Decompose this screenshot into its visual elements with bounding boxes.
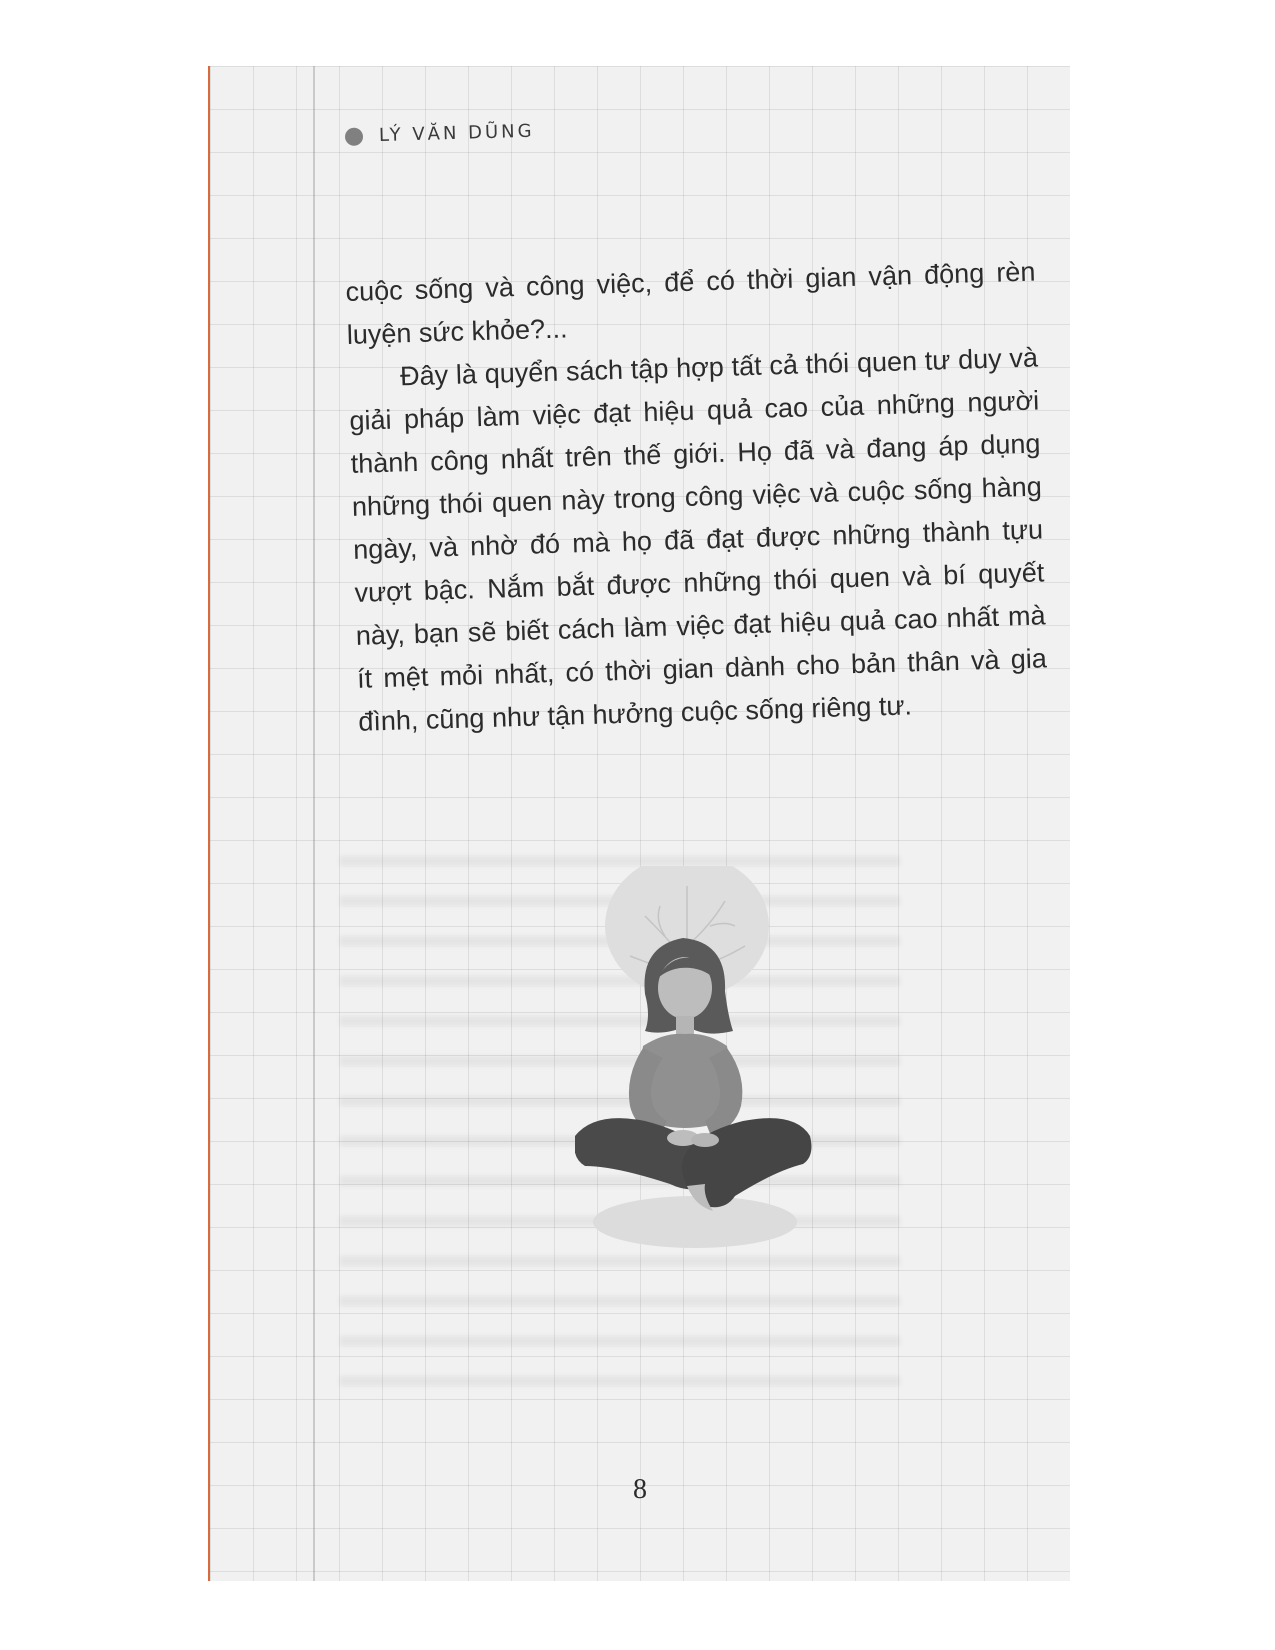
running-header bbox=[345, 121, 535, 147]
author-name: LÝ VĂN DŨNG bbox=[378, 120, 535, 147]
margin-line bbox=[313, 66, 315, 1581]
bullet-dot-icon bbox=[345, 127, 363, 145]
body-text bbox=[345, 251, 1049, 744]
meditating-woman-icon bbox=[575, 866, 815, 1266]
book-page bbox=[210, 66, 1070, 1581]
page-number: 8 bbox=[633, 1474, 647, 1505]
paragraph-continuation: cuộc sống và công việc, để có thời gian vận động rèn luyện sức khỏe?... bbox=[345, 256, 1036, 350]
paragraph: Đây là quyển sách tập hợp tất cả thói quen tư duy và giải pháp làm việc đạt hiệu quả cao của những người thành công nhất trên thế giới. Họ đã và đang áp dụng những thói quen này trong công việc và cuộc sống hàng ngày, và nhờ đó mà họ đã đạt được những thành tựu vượt bậc. Nắm bắt được những thói quen và bí quyết này, bạn sẽ biết cách làm việc đạt hiệu quả cao nhất mà ít mệt mỏi nhất, có thời gian dành cho bản thân và gia đình, cũng như tận hưởng cuộc sống riêng tư. bbox=[349, 342, 1048, 737]
